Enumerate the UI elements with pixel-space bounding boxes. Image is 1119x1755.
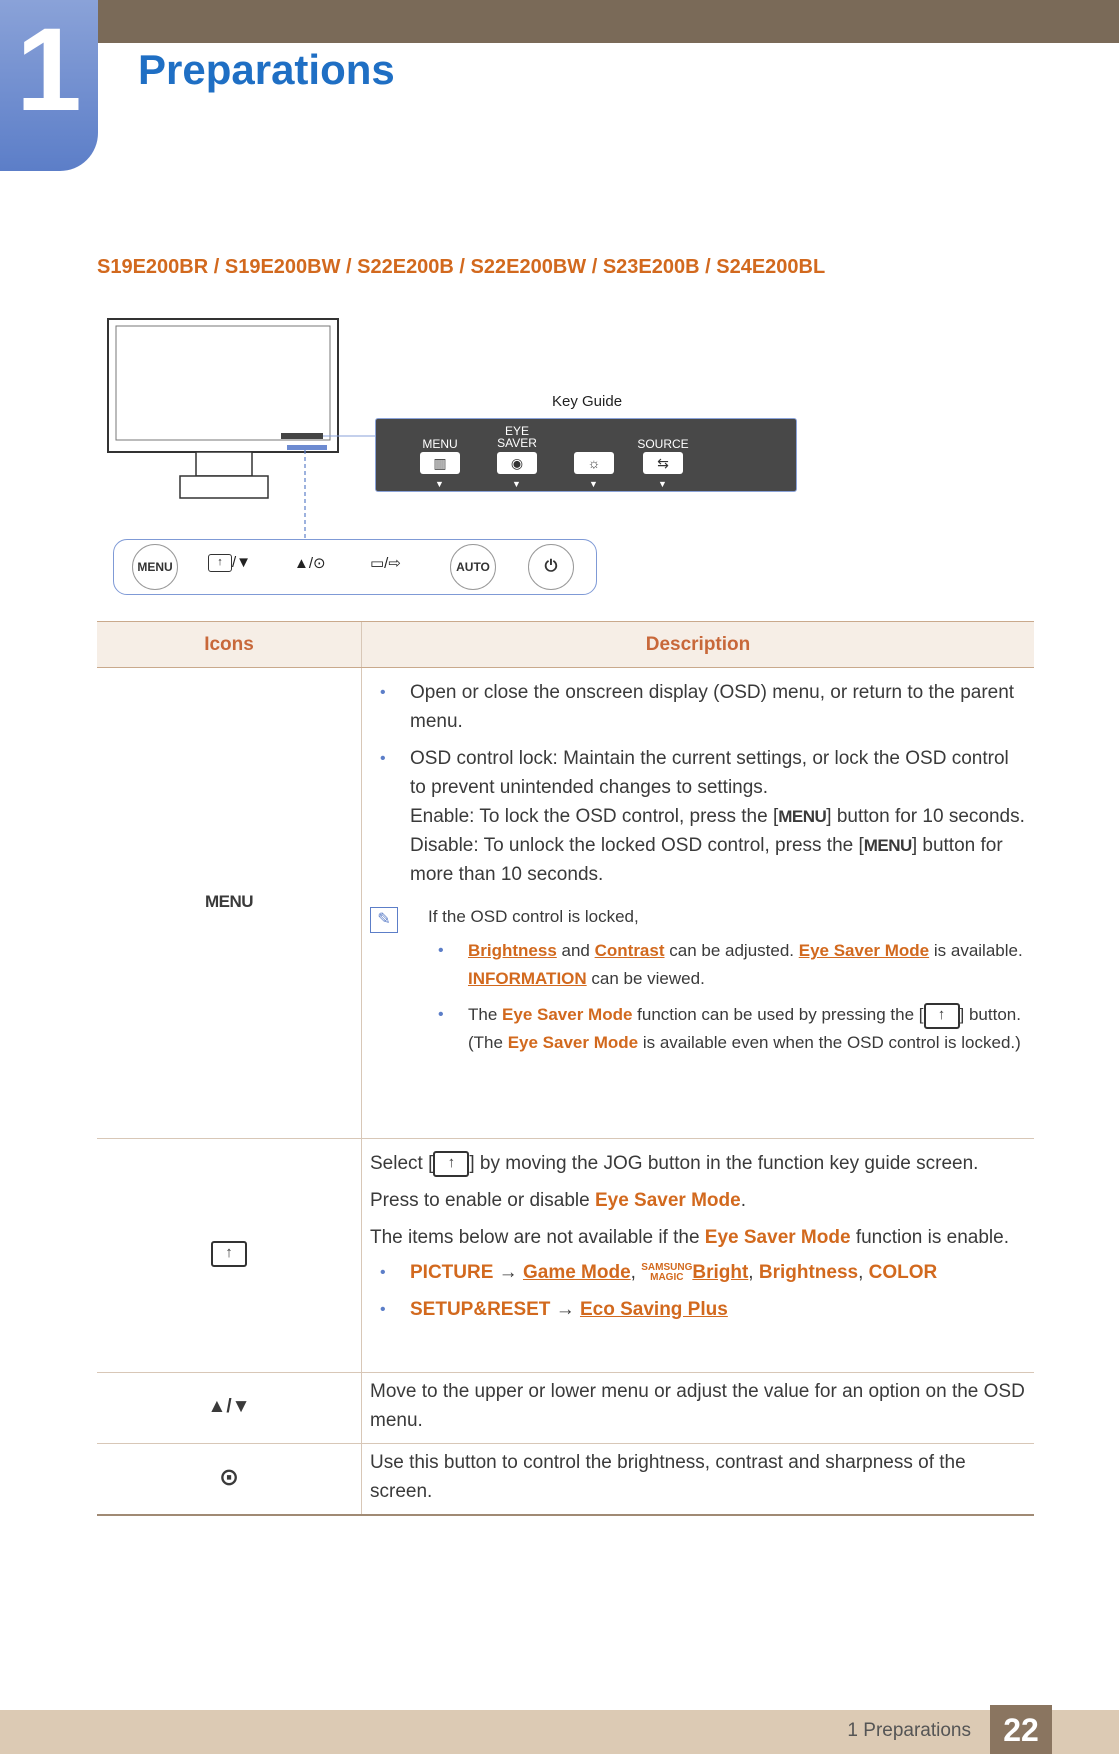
key-guide-menu xyxy=(400,419,480,491)
down-triangle-icon: ▼ xyxy=(435,479,444,489)
eye-saver-icon: ↑ xyxy=(208,554,232,572)
down-triangle-icon: ▼ xyxy=(658,479,667,489)
note-title: If the OSD control is locked, xyxy=(428,907,639,926)
header-icons: Icons xyxy=(97,622,362,668)
menu-button-illustration: MENU xyxy=(132,544,178,590)
footer-label: 1 Preparations xyxy=(847,1720,971,1741)
key-guide-eye-saver xyxy=(477,419,557,491)
key-guide-panel xyxy=(375,418,797,492)
key-guide-menu-label: MENU xyxy=(422,437,458,451)
eye-saver-icon: ↑ xyxy=(924,1003,960,1029)
key-guide-label: Key Guide xyxy=(552,393,623,410)
table-row xyxy=(97,668,1034,1139)
menu-key-icon: MENU xyxy=(97,668,362,1139)
table-row xyxy=(97,1373,1034,1444)
list-item: • The Eye Saver Mode function can be used by pressing the [ ↑ ] button. (The Eye Saver Mode is available even when the OSD control is locked.) xyxy=(468,1001,1026,1057)
samsung-magic-logo: SAMSUNG MAGIC xyxy=(641,1261,693,1283)
eye-saver-icon: ↑ xyxy=(433,1151,469,1177)
page-number: 22 xyxy=(990,1705,1052,1754)
note-icon: ✎ xyxy=(370,907,398,933)
source-icon: ⇆ xyxy=(643,452,683,474)
monitor-figure xyxy=(0,300,1119,600)
icons-table xyxy=(97,621,1034,1516)
menu-description xyxy=(362,668,1035,1139)
table-header-row xyxy=(97,622,1034,668)
eye-saver-description: Select [ ↑ ] by moving the JOG button in the function key guide screen. Press to enable or disable Eye Saver Mode. The items below are not available if the Eye Saver Mode function is enable. • PICTURE → Game Mode, SAMSUNG MAGIC Bright, Brightness, COLOR • SETUP&RESET → Eco Saving Plus xyxy=(362,1139,1035,1373)
menu-icon: ▥ xyxy=(420,452,460,474)
list-item: • OSD control lock: Maintain the current settings, or lock the OSD control to prevent unintended changes to settings. Enable: To lock the OSD control, press the [MENU] button for 10 seconds. Disable: To unlock the locked OSD control, press the [MENU] button for more than 10 seconds. xyxy=(410,744,1026,889)
chapter-title: Preparations xyxy=(138,46,395,93)
brightness-icon: ☼ xyxy=(574,452,614,474)
jog-icon: ⊙ xyxy=(97,1444,362,1516)
up-jog-label: ▲/⊙ xyxy=(294,555,326,572)
up-down-description: Move to the upper or lower menu or adjust the value for an option on the OSD menu. xyxy=(362,1373,1035,1444)
down-triangle-icon: ▼ xyxy=(512,479,521,489)
eye-saver-down-label: ↑ /▼ xyxy=(208,554,251,572)
power-icon: ⏻ xyxy=(528,544,574,590)
eye-saver-icon: ◉ xyxy=(497,452,537,474)
auto-button-illustration: AUTO xyxy=(450,544,496,590)
header-description: Description xyxy=(362,622,1035,668)
down-triangle-icon: ▼ xyxy=(589,479,598,489)
table-row xyxy=(97,1444,1034,1516)
key-guide-source xyxy=(623,419,703,491)
list-item: • Open or close the onscreen display (OSD) menu, or return to the parent menu. xyxy=(410,678,1026,736)
note-block xyxy=(370,903,1026,1057)
chapter-number-tab: 1 xyxy=(0,0,98,171)
key-guide-brightness xyxy=(554,419,634,491)
header-bar xyxy=(0,0,1119,43)
table-row xyxy=(97,1139,1034,1373)
source-pair-label: ▭/⇨ xyxy=(370,555,401,572)
list-item: • Brightness and Contrast can be adjusted. Eye Saver Mode is available. INFORMATION can be viewed. xyxy=(468,937,1026,993)
model-heading: S19E200BR / S19E200BW / S22E200B / S22E200BW / S23E200B / S24E200BL xyxy=(97,256,826,278)
eye-saver-key-icon: ↑ xyxy=(97,1139,362,1373)
jog-description: Use this button to control the brightness, contrast and sharpness of the screen. xyxy=(362,1444,1035,1516)
footer-bar xyxy=(0,1710,1119,1754)
front-button-panel xyxy=(113,539,597,595)
key-guide-source-label: SOURCE xyxy=(637,437,689,451)
key-guide-eye-saver-label: EYE SAVER xyxy=(497,424,537,450)
list-item: • SETUP&RESET → Eco Saving Plus xyxy=(410,1295,1026,1324)
up-down-icon: ▲/▼ xyxy=(97,1373,362,1444)
list-item: • PICTURE → Game Mode, SAMSUNG MAGIC Bright, Brightness, COLOR xyxy=(410,1258,1026,1287)
